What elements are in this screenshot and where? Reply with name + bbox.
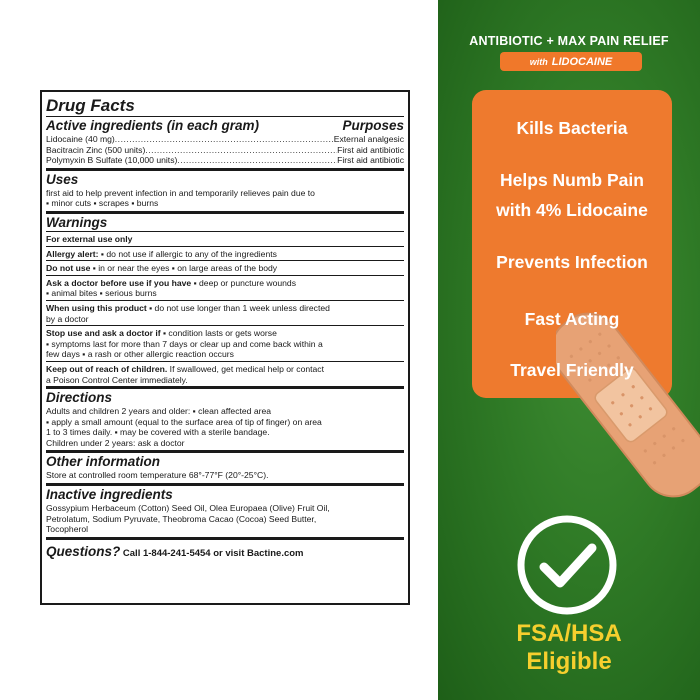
uses-line: ▪ minor cuts ▪ scrapes ▪ burns	[46, 198, 159, 209]
benefit-fast-acting: Fast Acting	[524, 309, 620, 329]
allergy-warning: Allergy alert: ▪ do not use if allergic to any of the ingredients	[46, 246, 404, 261]
inactive-ingredients-header: Inactive ingredients	[46, 487, 173, 503]
promo-panel	[438, 0, 700, 700]
ingredient-row: Polymyxin B Sulfate (10,000 units) ..... First aid antibiotic	[46, 155, 404, 166]
warnings-section	[46, 214, 404, 389]
keep-out-of-reach-warning: Keep out of reach of children. If swallowed, get medical help or contact a Poison Control Center immediately.	[46, 361, 404, 386]
inactive-ingredients-section: Inactive ingredients Gossypium Herbaceum (Cotton) Seed Oil, Olea Europaea (Olive) Fruit Oil, Petrolatum, Sodium Pyruvate, Theobroma Cacao (Cocoa) Seed Butter, Tocopherol	[46, 486, 404, 540]
warnings-header: Warnings	[46, 214, 404, 232]
do-not-use-warning: Do not use ▪ in or near the eyes ▪ on large areas of the body	[46, 260, 404, 275]
promo-title: ANTIBIOTIC + MAX PAIN RELIEF	[469, 34, 669, 48]
active-ingredients-section	[46, 117, 404, 171]
ingredient-row: Lidocaine (40 mg) ..... External analgesic	[46, 134, 404, 145]
benefit-prevents-infection: Prevents Infection	[496, 252, 648, 272]
when-using-warning: When using this product ▪ do not use longer than 1 week unless directed by a doctor	[46, 300, 404, 325]
questions-label: Questions?	[46, 543, 121, 559]
eligible-label: Eligible	[526, 648, 612, 675]
checkmark-icon	[512, 510, 622, 620]
benefit-lidocaine: with 4% Lidocaine	[496, 200, 648, 220]
external-use-warning: For external use only	[46, 233, 133, 244]
lidocaine-pill: with LIDOCAINE	[500, 52, 642, 71]
uses-line: first aid to help prevent infection in and temporarily relieves pain due to	[46, 187, 315, 198]
drug-facts-panel	[40, 90, 410, 605]
directions-section: Directions Adults and children 2 years and older: ▪ clean affected area ▪ apply a small amount (equal to the surface area of tip of finger) on area 1 to 3 times daily. ▪ may be covered with a sterile bandage. Children under 2 years: ask a doctor	[46, 389, 404, 453]
stop-use-warning: Stop use and ask a doctor if ▪ condition lasts or gets worse ▪ symptoms last for more than 7 days or clear up and come back within a few days ▪ a rash or other allergic reaction occurs	[46, 325, 404, 361]
purposes-header: Purposes	[342, 118, 404, 133]
benefit-numb-pain: Helps Numb Pain	[500, 170, 644, 190]
uses-section	[46, 171, 404, 214]
questions-section	[46, 540, 404, 565]
other-information-header: Other information	[46, 454, 160, 470]
ask-doctor-warning: Ask a doctor before use if you have ▪ deep or puncture wounds ▪ animal bites ▪ serious burns	[46, 275, 404, 300]
ingredient-row: Bacitracin Zinc (500 units) ..... First aid antibiotic	[46, 145, 404, 156]
active-ingredients-header: Active ingredients (in each gram)	[46, 118, 260, 133]
directions-header: Directions	[46, 390, 113, 406]
benefit-travel-friendly: Travel Friendly	[510, 360, 634, 380]
questions-contact: Call 1-844-241-5454 or visit Bactine.com	[120, 547, 304, 559]
other-information-section: Other information Store at controlled room temperature 68°-77°F (20°-25°C).	[46, 453, 404, 486]
benefit-kills-bacteria: Kills Bacteria	[516, 118, 628, 138]
fsa-hsa-label: FSA/HSA	[516, 620, 622, 647]
bandage-icon	[556, 310, 700, 500]
drug-facts-title-section	[46, 92, 404, 117]
uses-header: Uses	[46, 171, 79, 187]
drug-facts-title: Drug Facts	[46, 96, 135, 115]
